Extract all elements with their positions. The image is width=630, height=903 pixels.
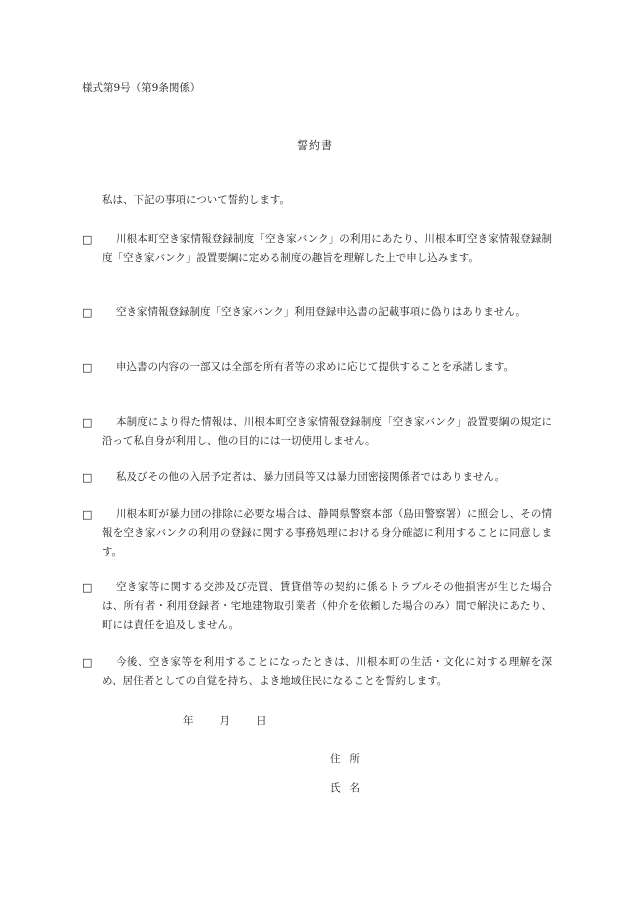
name-label-1: 氏 xyxy=(330,782,341,794)
year-label: 年 xyxy=(183,715,194,727)
pledge-item-2 xyxy=(82,303,552,322)
pledge-item-7 xyxy=(82,578,552,635)
checkbox-icon[interactable]: □ xyxy=(82,656,93,669)
intro-statement: 私は、下記の事項について誓約します。 xyxy=(102,194,290,206)
checkbox-icon[interactable]: □ xyxy=(82,581,93,594)
checkbox-icon[interactable]: □ xyxy=(82,508,93,521)
document-title: 誓約書 xyxy=(297,139,333,152)
pledge-text: 本制度により得た情報は、川根本町空き家情報登録制度「空き家バンク」設置要綱の規定に沿って私自身が利用し、他の目的には一切使用しません。 xyxy=(102,416,552,447)
address-label-1: 住 xyxy=(330,753,341,765)
pledge-item-5 xyxy=(82,468,552,487)
pledge-item-8 xyxy=(82,653,552,691)
address-row xyxy=(330,751,369,766)
checkbox-icon[interactable]: □ xyxy=(82,361,93,374)
pledge-text: 空き家情報登録制度「空き家バンク」利用登録申込書の記載事項に偽りはありません。 xyxy=(116,306,526,318)
pledge-text: 今後、空き家等を利用することになったときは、川根本町の生活・文化に対する理解を深め、居住者としての自覚を持ち、よき地域住民になることを誓約します。 xyxy=(102,656,552,687)
pledge-text: 私及びその他の入居予定者は、暴力団員等又は暴力団密接関係者ではありません。 xyxy=(116,471,506,483)
pledge-item-6 xyxy=(82,505,552,562)
form-number: 様式第9号（第9条関係） xyxy=(82,82,201,94)
pledge-item-3 xyxy=(82,358,552,377)
date-line xyxy=(183,713,267,728)
address-label-2: 所 xyxy=(349,753,360,765)
pledge-item-4 xyxy=(82,413,552,451)
pledge-text: 川根本町空き家情報登録制度「空き家バンク」の利用にあたり、川根本町空き家情報登録制度「空き家バンク」設置要綱に定める制度の趣旨を理解した上で申し込みます。 xyxy=(102,233,552,264)
month-label: 月 xyxy=(219,715,230,727)
checkbox-icon[interactable]: □ xyxy=(82,471,93,484)
pledge-item-1 xyxy=(82,230,552,268)
checkbox-icon[interactable]: □ xyxy=(82,306,93,319)
day-label: 日 xyxy=(256,715,267,727)
checkbox-icon[interactable]: □ xyxy=(82,416,93,429)
pledge-text: 川根本町が暴力団の排除に必要な場合は、静岡県警察本部（島田警察署）に照会し、その情報を空き家バンクの利用の登録に関する事務処理における身分確認に利用することに同意します。 xyxy=(102,508,552,558)
name-label-2: 名 xyxy=(349,782,360,794)
checkbox-icon[interactable]: □ xyxy=(82,233,93,246)
pledge-text: 空き家等に関する交渉及び売買、賃貸借等の契約に係るトラブルその他損害が生じた場合は、所有者・利用登録者・宅地建物取引業者（仲介を依頼した場合のみ）間で解決にあたり、町には責任を追及しません。 xyxy=(102,581,553,631)
pledge-text: 申込書の内容の一部又は全部を所有者等の求めに応じて提供することを承諾します。 xyxy=(116,361,515,373)
name-row xyxy=(330,780,369,795)
